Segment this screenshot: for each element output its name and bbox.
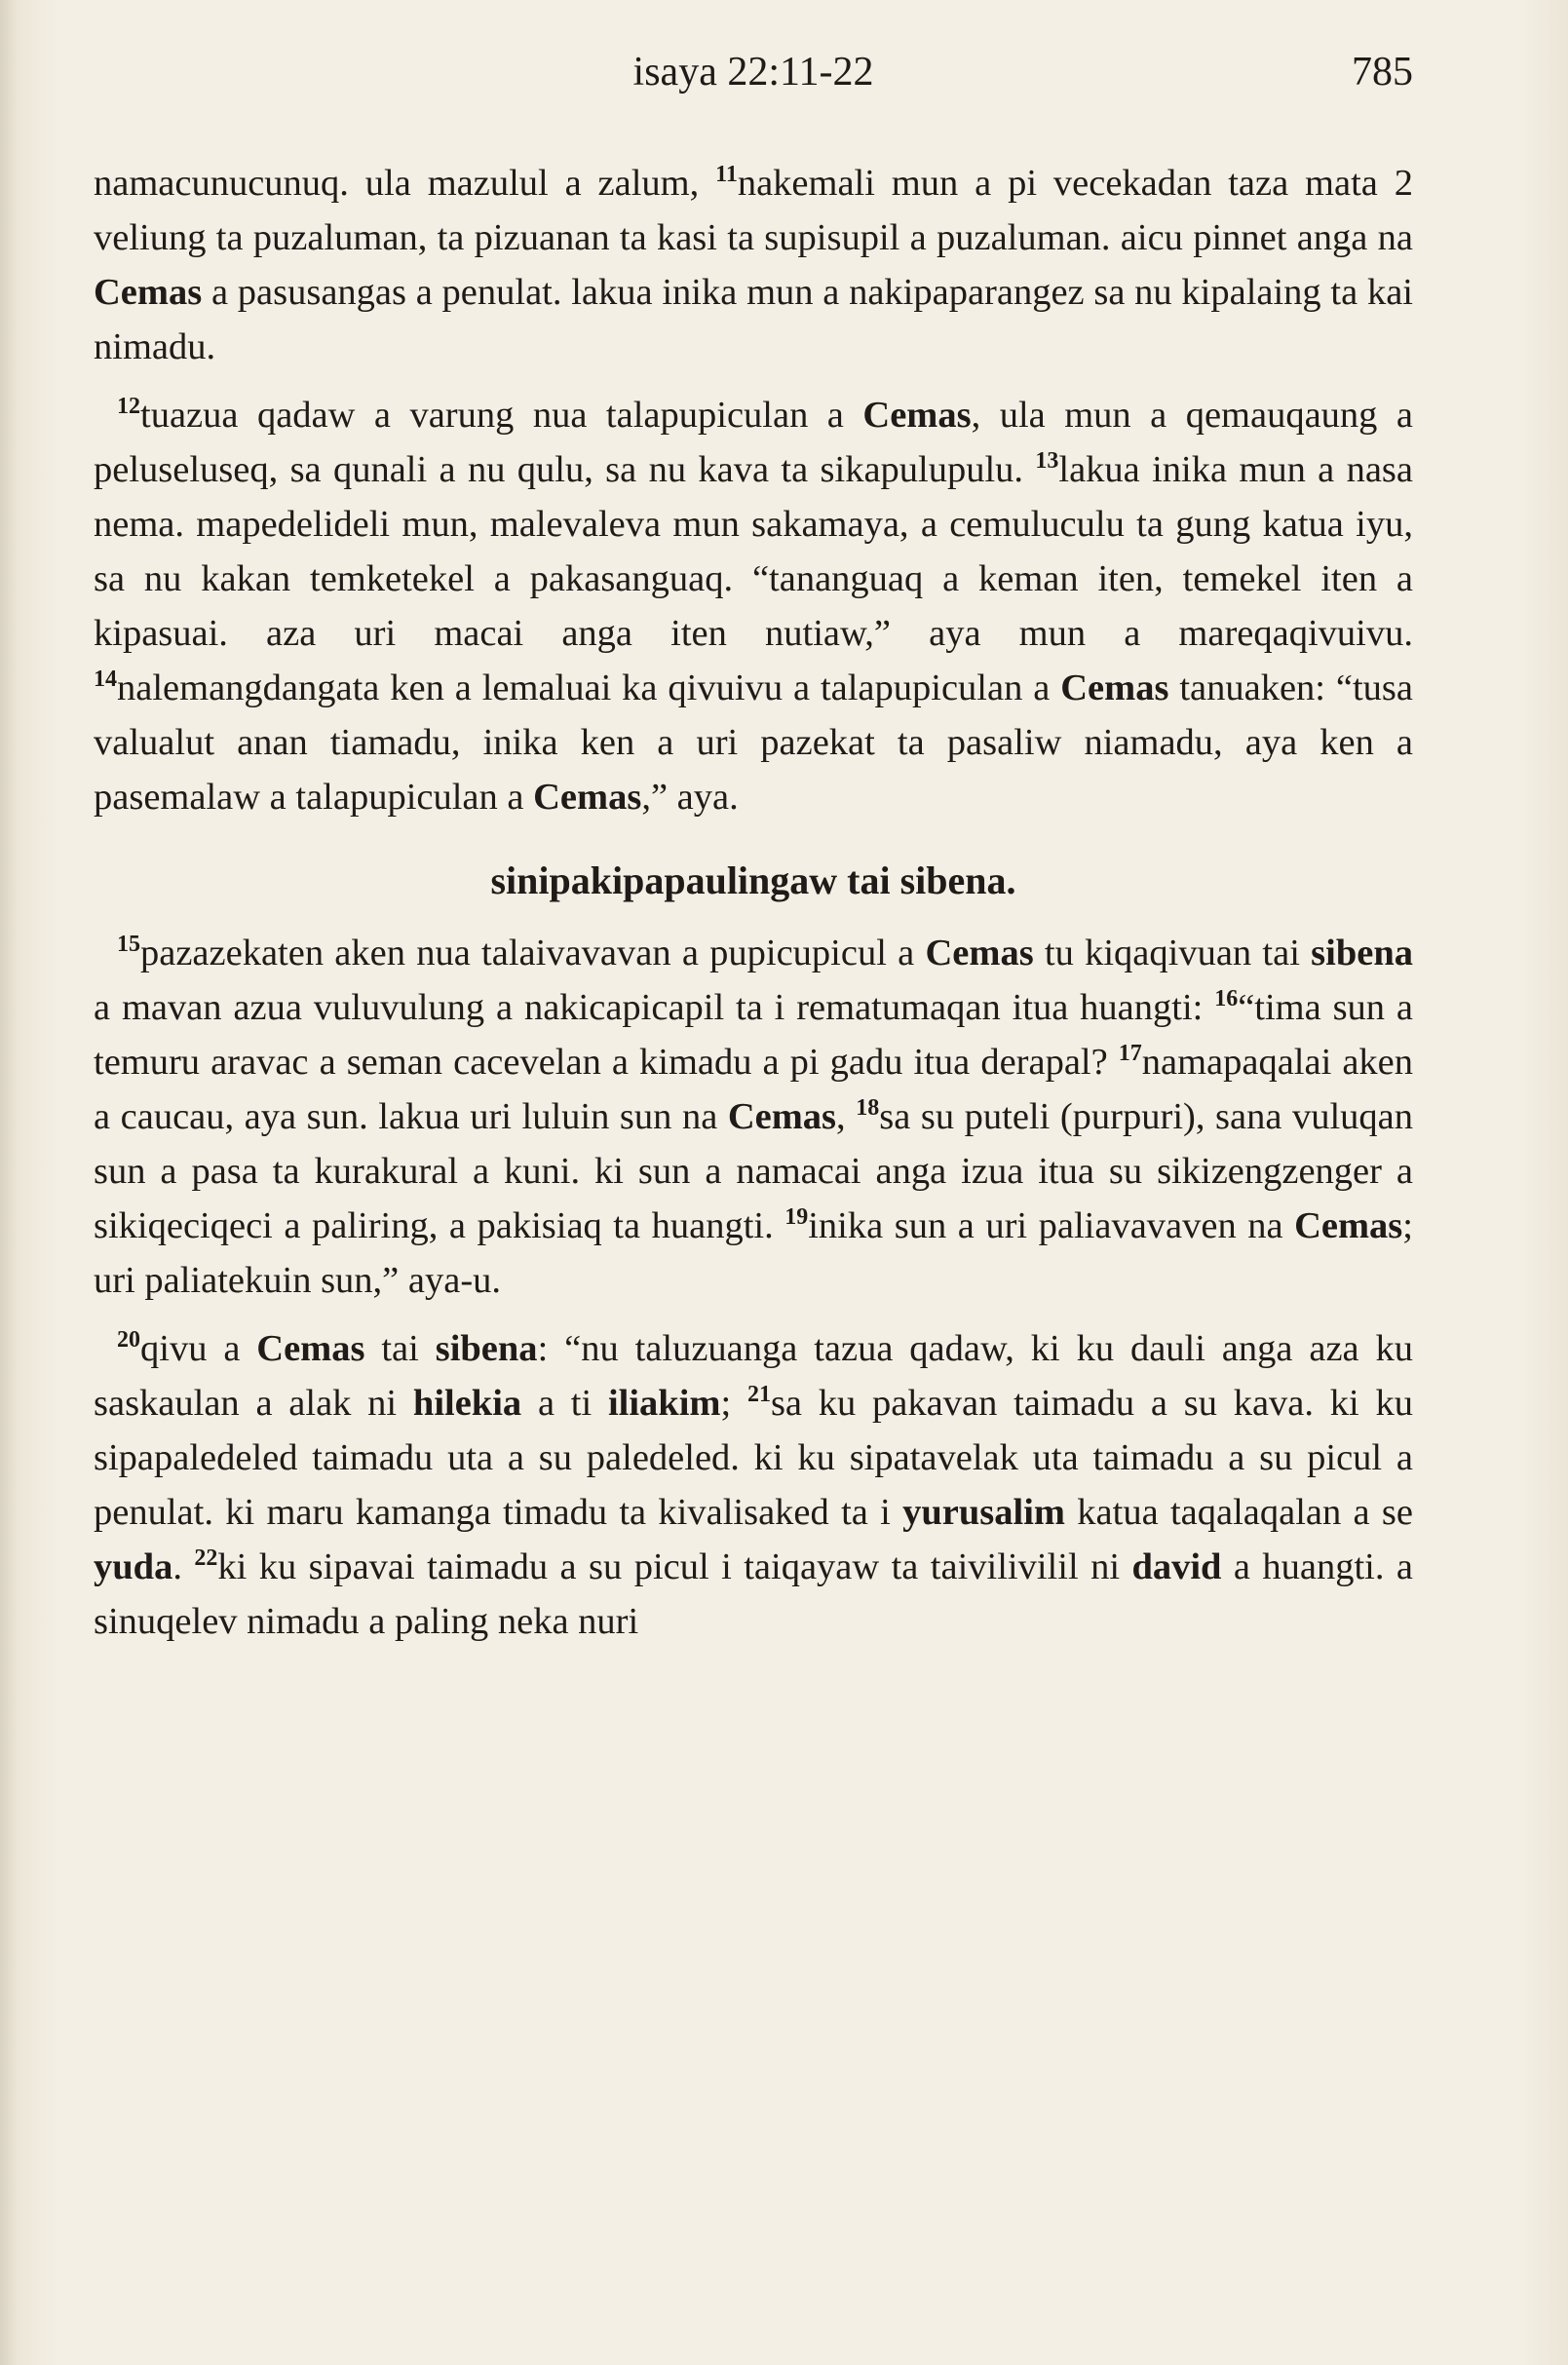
bold-name: sibena bbox=[435, 1328, 538, 1369]
verse-number: 22 bbox=[194, 1545, 218, 1571]
text-run: pazazekaten aken nua talaivavavan a pupicupicul a bbox=[140, 933, 926, 973]
paragraph bbox=[94, 156, 1413, 374]
text-run: a ti bbox=[521, 1383, 608, 1424]
section-heading bbox=[94, 854, 1413, 908]
bold-name: Cemas bbox=[1060, 668, 1169, 708]
paragraph bbox=[94, 388, 1413, 824]
verse-number: 12 bbox=[117, 394, 140, 419]
text-run: a pasusangas a penulat. lakua inika mun a nakipaparangez sa nu kipalaing ta kai nimadu. bbox=[94, 272, 1413, 367]
text-run: sa su puteli (purpuri), sana vuluqan sun a pasa ta kurakural a kuni. ki sun a namacai anga izua itua su sikizengzenger a sikiqeciqeci a paliring, a pakisiaq ta huangti. bbox=[94, 1096, 1414, 1246]
text-run: “tima sun a temuru aravac a seman cacevelan a kimadu a pi gadu itua derapal? bbox=[94, 987, 1413, 1083]
bold-name: Cemas bbox=[925, 933, 1034, 973]
text-run: tanuaken: “tusa valualut anan tiamadu, inika ken a uri pazekat ta pasaliw niamadu, aya ken a pasemalaw a talapupiculan a bbox=[94, 668, 1413, 818]
verse-number: 15 bbox=[117, 932, 140, 957]
page-header bbox=[94, 49, 1413, 107]
text-run: katua taqalaqalan a se bbox=[1065, 1492, 1413, 1533]
bold-name: yuda bbox=[94, 1546, 173, 1587]
bold-name: Cemas bbox=[256, 1328, 365, 1369]
text-run: nakemali mun a pi vecekadan taza mata 2 veliung ta puzaluman, ta pizuanan ta kasi ta supisupil a puzaluman. aicu pinnet anga na bbox=[94, 163, 1414, 258]
text-run: sa ku pakavan taimadu a su kava. ki ku sipapaledeled taimadu uta a su paledeled. ki ku sipatavelak uta taimadu a su picul a penulat. ki maru kamanga timadu ta kivalisaked ta i bbox=[94, 1383, 1413, 1533]
text-run: tu kiqaqivuan tai bbox=[1033, 933, 1312, 973]
bold-name: Cemas bbox=[862, 395, 972, 436]
text-run: sinipakipapaulingaw tai sibena. bbox=[490, 858, 1016, 902]
text-run: namapaqalai aken a caucau, aya sun. lakua uri luluin sun na bbox=[94, 1042, 1414, 1137]
verse-number: 21 bbox=[746, 1382, 771, 1407]
bold-name: Cemas bbox=[1294, 1205, 1403, 1246]
text-run: . bbox=[172, 1546, 195, 1587]
bold-name: yurusalim bbox=[902, 1492, 1065, 1533]
verse-number: 14 bbox=[94, 667, 117, 692]
verse-number: 18 bbox=[856, 1095, 880, 1121]
bold-name: sibena bbox=[1311, 933, 1413, 973]
text-run: inika sun a uri paliavavaven na bbox=[808, 1205, 1295, 1246]
text-run: a huangti. a sinuqelev nimadu a paling neka nuri bbox=[94, 1546, 1413, 1642]
text-run: tuazua qadaw a varung nua talapupiculan a bbox=[140, 395, 863, 436]
text-run: , ula mun a qemauqaung a peluseluseq, sa qunali a nu qulu, sa nu kava ta sikapulupulu. bbox=[94, 395, 1413, 490]
text-run: ki ku sipavai taimadu a su picul i taiqayaw ta taivilivilil ni bbox=[217, 1546, 1132, 1587]
verse-number: 20 bbox=[117, 1327, 140, 1353]
verse-number: 16 bbox=[1214, 986, 1239, 1011]
text-run: nalemangdangata ken a lemaluai ka qivuivu a talapupiculan a bbox=[117, 668, 1061, 708]
text-run: , bbox=[836, 1096, 857, 1137]
text-run: lakua inika mun a nasa nema. mapedelideli mun, malevaleva mun sakamaya, a cemuluculu ta gung katua iyu, sa nu kakan temketekel a pakasanguaq. “tananguaq a keman iten, temekel iten a kipasuai. aza uri macai anga iten nutiaw,” aya mun a mareqaqivuivu. bbox=[94, 449, 1413, 654]
text-run: ,” aya. bbox=[641, 777, 739, 818]
bold-name: Cemas bbox=[533, 777, 642, 818]
page-number: 785 bbox=[1352, 50, 1413, 95]
verse-number: 11 bbox=[715, 162, 738, 187]
text-run: tai bbox=[364, 1328, 436, 1369]
bold-name: iliakim bbox=[607, 1383, 721, 1424]
bold-name: hilekia bbox=[412, 1383, 522, 1424]
bold-name: Cemas bbox=[727, 1096, 837, 1137]
paragraph bbox=[94, 926, 1413, 1308]
verse-number: 19 bbox=[784, 1204, 809, 1230]
running-head: isaya 22:11-22 bbox=[632, 50, 874, 95]
body-text bbox=[94, 156, 1413, 1662]
bold-name: Cemas bbox=[94, 272, 203, 313]
text-run: namacunucunuq. ula mazulul a zalum, bbox=[94, 163, 716, 204]
bold-name: david bbox=[1131, 1546, 1222, 1587]
text-run: ; bbox=[720, 1383, 747, 1424]
text-run: qivu a bbox=[140, 1328, 257, 1369]
text-run: ; uri paliatekuin sun,” aya-u. bbox=[94, 1205, 1413, 1301]
paragraph bbox=[94, 1321, 1413, 1649]
verse-number: 13 bbox=[1035, 448, 1059, 474]
verse-number: 17 bbox=[1118, 1041, 1142, 1066]
text-run: a mavan azua vuluvulung a nakicapicapil ta i rematumaqan itua huangti: bbox=[94, 987, 1215, 1028]
text-run: : “nu taluzuanga tazua qadaw, ki ku dauli anga aza ku saskaulan a alak ni bbox=[94, 1328, 1413, 1424]
